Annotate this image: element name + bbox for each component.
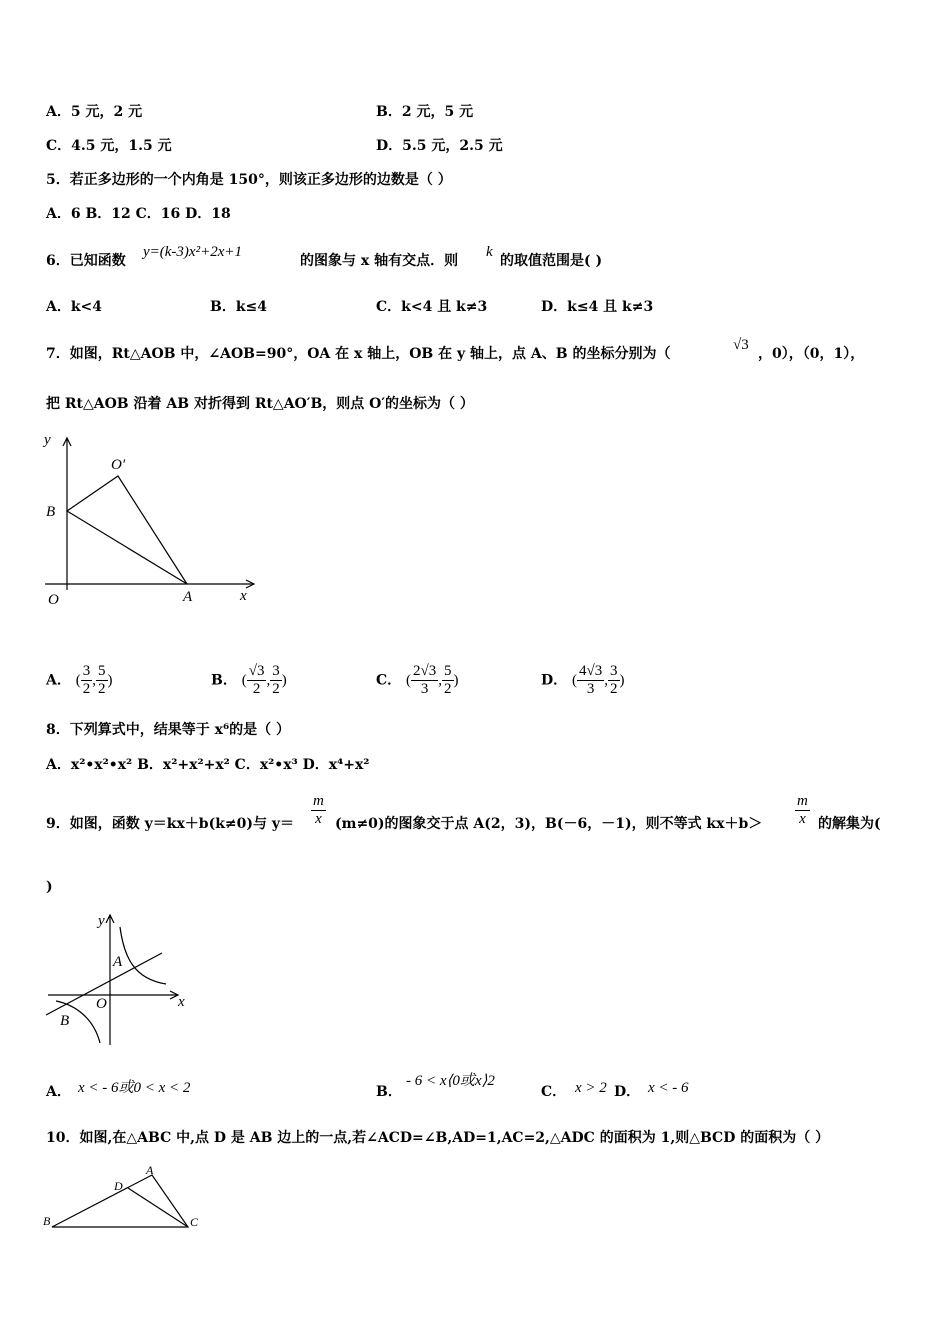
q9-label-x: x [178, 994, 185, 1010]
q7-option-a-label: A． [46, 672, 71, 689]
q10-label-c: C [190, 1215, 199, 1229]
q4-option-d: D．5.5 元，2.5 元 [376, 138, 503, 154]
q9-option-b-expr: - 6 < x⟨0或x⟩2 [406, 1073, 495, 1089]
q9-prefix: 9．如图，函数 y＝kx＋b(k≠0)与 y＝ [46, 816, 295, 832]
q10-label-a: A [146, 1163, 154, 1177]
q9-close-paren: ) [46, 879, 53, 895]
q7-label-y: y [44, 432, 51, 448]
q4-option-b: B．2 元，5 元 [376, 104, 474, 120]
q7-a-frac2: $\frac{5}{2}$ [98, 663, 106, 697]
q7-option-c: C． ( $\frac{2√3}{3}$ , $\frac{5}{2}$ ) [376, 663, 459, 697]
q5-stem: 5．若正多边形的一个内角是 150°，则该正多边形的边数是（ ） [46, 172, 452, 188]
q10-figure [40, 1160, 210, 1235]
q10-label-d: D [114, 1179, 123, 1193]
q6-middle: 的图象与 x 轴有交点．则 [300, 253, 459, 269]
q8-stem: 8．下列算式中，结果等于 x⁶的是（ ） [46, 722, 290, 738]
q7-label-oprime: O′ [111, 457, 126, 473]
q9-option-d-expr: x < - 6 [648, 1080, 689, 1096]
q7-label-x: x [240, 588, 247, 604]
q8-options: A．x²•x²•x² B．x²+x²+x² C．x²•x³ D．x⁴+x² [46, 757, 370, 773]
q7-label-a: A [183, 589, 193, 605]
q7-option-a: A． ( $\frac{3}{2}$ , $\frac{5}{2}$ ) [46, 663, 113, 697]
q7-b-frac2: $\frac{3}{2}$ [272, 663, 280, 697]
q7-label-o: O [48, 592, 59, 608]
q7-option-b: B． ( $\frac{√3}{2}$ , $\frac{3}{2}$ ) [211, 663, 287, 697]
q9-figure [40, 905, 200, 1050]
q9-frac2: $\frac{m}{x}$ [797, 793, 808, 827]
q4-option-a: A．5 元，2 元 [46, 104, 143, 120]
q7-line1a: 7．如图，Rt△AOB 中，∠AOB=90°，OA 在 x 轴上，OB 在 y 轴上，点 A、B 的坐标分别为（ [46, 346, 671, 362]
q6-option-b: B．k≤4 [210, 299, 268, 315]
q5-options: A．6 B．12 C．16 D．18 [46, 206, 231, 222]
q7-option-c-label: C． [376, 672, 402, 689]
q6-formula: y=(k-3)x²+2x+1 [143, 244, 242, 260]
q7-line1b: ，0），（0，1）， [758, 346, 865, 362]
q10-segment-cd [128, 1188, 188, 1227]
q6-option-a: A．k<4 [46, 299, 103, 315]
q9-option-c-label: C． [541, 1084, 567, 1100]
q9-middle: (m≠0)的图象交于点 A(2，3)，B(－6，－1)，则不等式 kx＋b＞ [335, 816, 763, 832]
q9-label-b: B [60, 1013, 70, 1029]
q7-d-frac1: $\frac{4√3}{3}$ [579, 663, 603, 697]
q7-d-frac2: $\frac{3}{2}$ [610, 663, 618, 697]
q9-label-o: O [96, 996, 107, 1012]
q9-label-y: y [98, 913, 105, 929]
q9-label-a: A [113, 954, 123, 970]
q6-prefix: 6．已知函数 [46, 253, 126, 269]
q7-sqrt3: √3 [733, 337, 749, 353]
q9-frac1: $\frac{m}{x}$ [313, 793, 324, 827]
q7-triangle [67, 476, 187, 584]
q7-option-d-label: D． [541, 672, 568, 689]
q9-hyperbola-right [120, 927, 166, 984]
q9-option-a-label: A． [46, 1084, 71, 1100]
q6-option-d: D．k≤4 且 k≠3 [541, 299, 654, 315]
q9-option-d-label: D． [614, 1084, 641, 1100]
q9-suffix: 的解集为( [818, 816, 881, 832]
q7-paren-open: ( [75, 672, 81, 689]
q7-label-b: B [46, 504, 56, 520]
q9-option-b-label: B． [376, 1084, 402, 1100]
q6-option-c: C．k<4 且 k≠3 [376, 299, 488, 315]
q7-option-d: D． ( $\frac{4√3}{3}$ , $\frac{3}{2}$ ) [541, 663, 625, 697]
q4-option-c: C．4.5 元，1.5 元 [46, 138, 172, 154]
q7-b-frac1: $\frac{√3}{2}$ [248, 663, 265, 697]
q7-c-frac2: $\frac{5}{2}$ [444, 663, 452, 697]
q7-a-frac1: $\frac{3}{2}$ [82, 663, 91, 697]
q6-suffix: 的取值范围是( ) [500, 253, 603, 269]
q7-figure [40, 430, 260, 615]
q9-option-a-expr: x < - 6或0 < x < 2 [78, 1080, 191, 1096]
q7-c-frac1: $\frac{2√3}{3}$ [413, 663, 437, 697]
q10-label-b: B [43, 1214, 51, 1228]
q7-line2: 把 Rt△AOB 沿着 AB 对折得到 Rt△AO′B，则点 O′的坐标为（ ） [46, 396, 474, 412]
q7-option-b-label: B． [211, 672, 237, 689]
q9-option-c-expr: x > 2 [575, 1080, 607, 1096]
q6-k: k [486, 244, 493, 260]
q10-stem: 10．如图,在△ABC 中,点 D 是 AB 边上的一点,若∠ACD=∠B,AD=1,AC=2,△ADC 的面积为 1,则△BCD 的面积为（ ） [46, 1130, 830, 1146]
